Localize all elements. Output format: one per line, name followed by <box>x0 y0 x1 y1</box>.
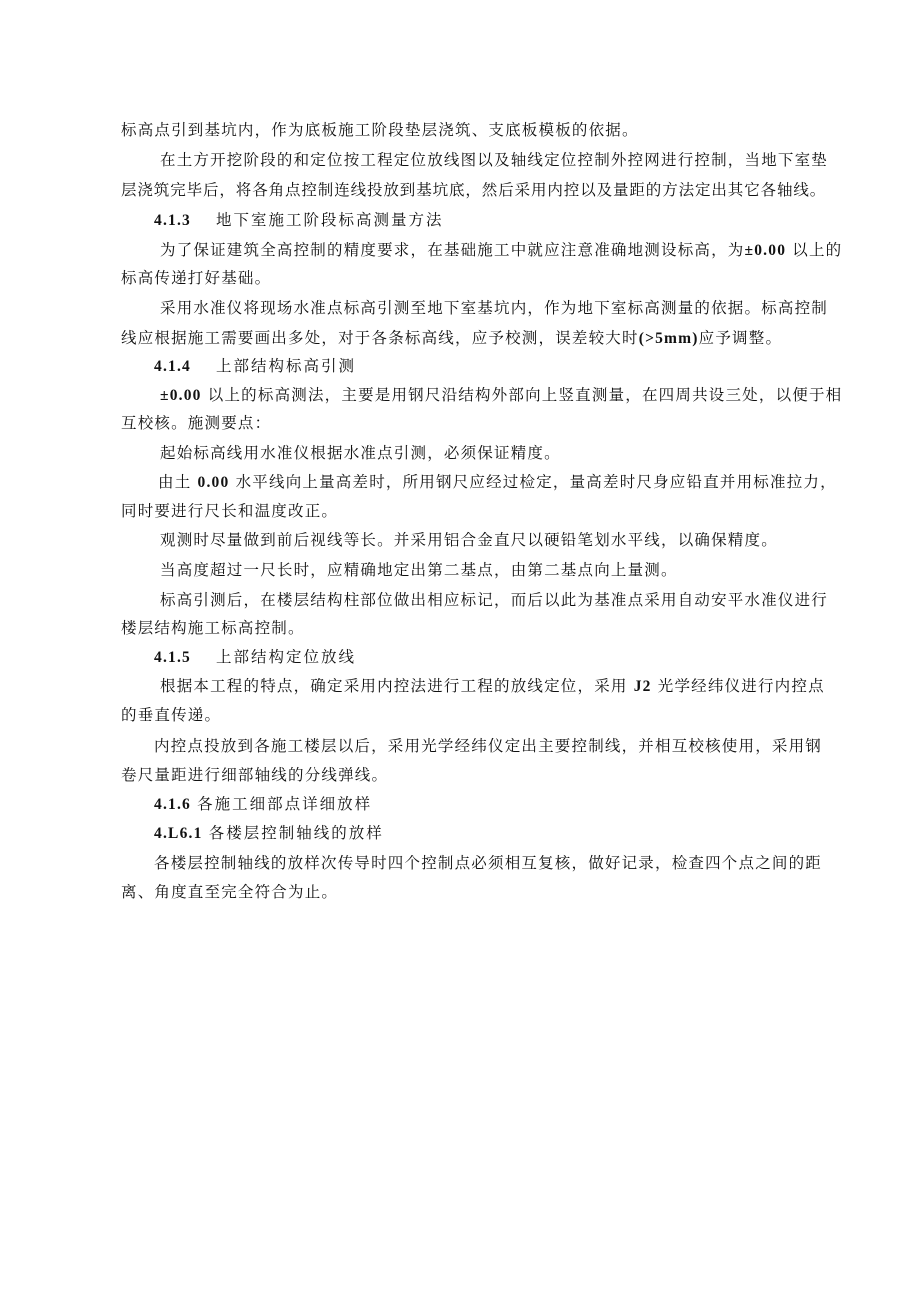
section-number: 4.L6.1 <box>154 825 203 842</box>
paragraph-line <box>121 618 305 638</box>
paragraph-line <box>160 530 778 550</box>
text: 标高引测后，在楼层结构柱部位做出相应标记，而后以此为基准点采用自动安平水准仪进行 <box>160 591 829 609</box>
section-title: 地下室施工阶段标高测量方法 <box>216 211 444 229</box>
paragraph-line <box>158 472 837 493</box>
paragraph-line <box>121 705 221 725</box>
text: 标高传递打好基础。 <box>121 269 272 287</box>
text: 的垂直传递。 <box>121 706 222 724</box>
paragraph-line <box>121 501 338 521</box>
text: 离、角度直至完全符合为止。 <box>121 883 339 901</box>
paragraph-line <box>160 240 842 261</box>
text-number: J2 <box>633 678 652 695</box>
text: 同时要进行尺长和温度改正。 <box>121 502 339 520</box>
section-number: 4.1.6 <box>154 796 191 813</box>
text: 水平线向上量高差时，所用钢尺应经过检定，量高差时尺身应铅直并用标准拉力， <box>229 473 837 491</box>
text: 楼层结构施工标高控制。 <box>121 619 305 637</box>
paragraph-line <box>160 385 842 406</box>
text: 线应根据施工需要画出多处，对于各条标高线，应予校测，误差较大时 <box>121 329 639 347</box>
text: 互校核。施测要点： <box>121 414 272 432</box>
paragraph-line <box>160 443 561 463</box>
text: 观测时尽量做到前后视线等长。并采用铝合金直尺以硬铅笔划水平线，以确保精度。 <box>160 531 778 549</box>
text-number: ±0.00 <box>160 387 202 404</box>
paragraph-line <box>160 676 825 697</box>
section-heading-4-1-6 <box>154 794 372 815</box>
section-number: 4.1.4 <box>154 358 191 375</box>
paragraph-line <box>121 180 826 200</box>
text: 为了保证建筑全高控制的精度要求，在基础施工中就应注意准确地测设标高，为 <box>160 241 745 259</box>
text: 应予调整。 <box>698 329 783 347</box>
text: 起始标高线用水准仪根据水准点引测，必须保证精度。 <box>160 444 561 462</box>
paragraph-line <box>160 150 828 170</box>
section-heading-4-1-5 <box>154 647 356 668</box>
text-number: (>5mm) <box>638 330 699 347</box>
section-heading-4-1-4 <box>154 356 356 377</box>
section-title: 各施工细部点详细放样 <box>197 795 373 813</box>
paragraph-line <box>121 268 271 288</box>
text: 光学经纬仪进行内控点 <box>651 677 825 695</box>
text: 以上的标高测法，主要是用钢尺沿结构外部向上竖直测量，在四周共设三处，以便于相 <box>201 386 843 404</box>
text: 在土方开挖阶段的和定位按工程定位放线图以及轴线定位控制外控网进行控制，当地下室垫 <box>160 151 829 169</box>
section-title: 上部结构定位放线 <box>216 648 357 666</box>
text: 层浇筑完毕后，将各角点控制连线投放到基坑底，然后采用内控以及量距的方法定出其它各轴线。 <box>121 181 827 199</box>
paragraph-line <box>154 853 822 873</box>
text: 内控点投放到各施工楼层以后，采用光学经纬仪定出主要控制线，并相互校核使用，采用钢 <box>154 737 823 755</box>
paragraph-line <box>121 328 782 349</box>
paragraph-line <box>121 120 639 140</box>
text-number: ±0.00 <box>744 242 787 259</box>
text: 采用水准仪将现场水准点标高引测至地下室基坑内，作为地下室标高测量的依据。标高控制 <box>160 299 829 317</box>
paragraph-line <box>121 413 271 433</box>
paragraph-line <box>160 590 828 610</box>
section-heading-4-1-3 <box>154 210 444 231</box>
text: 各楼层控制轴线的放样次传导时四个控制点必须相互复核，做好记录，检查四个点之间的距 <box>154 854 823 872</box>
text: 当高度超过一尺长时，应精确地定出第二基点，由第二基点向上量测。 <box>160 561 678 579</box>
paragraph-line <box>160 298 828 318</box>
text-number: 0.00 <box>197 474 230 491</box>
text: 卷尺量距进行细部轴线的分线弹线。 <box>121 766 389 784</box>
section-heading-4-1-6-1 <box>154 823 384 844</box>
paragraph-line <box>121 882 338 902</box>
text: 由土 <box>158 473 198 491</box>
section-title: 各楼层控制轴线的放样 <box>208 824 384 842</box>
section-number: 4.1.3 <box>154 212 191 229</box>
text: 以上的 <box>786 241 843 259</box>
section-title: 上部结构标高引测 <box>216 357 357 375</box>
paragraph-line <box>154 736 822 756</box>
paragraph-line <box>160 560 678 580</box>
section-number: 4.1.5 <box>154 649 191 666</box>
text: 根据本工程的特点，确定采用内控法进行工程的放线定位，采用 <box>160 677 634 695</box>
paragraph-line <box>121 765 388 785</box>
text: 标高点引到基坑内，作为底板施工阶段垫层浇筑、支底板模板的依据。 <box>121 121 639 139</box>
